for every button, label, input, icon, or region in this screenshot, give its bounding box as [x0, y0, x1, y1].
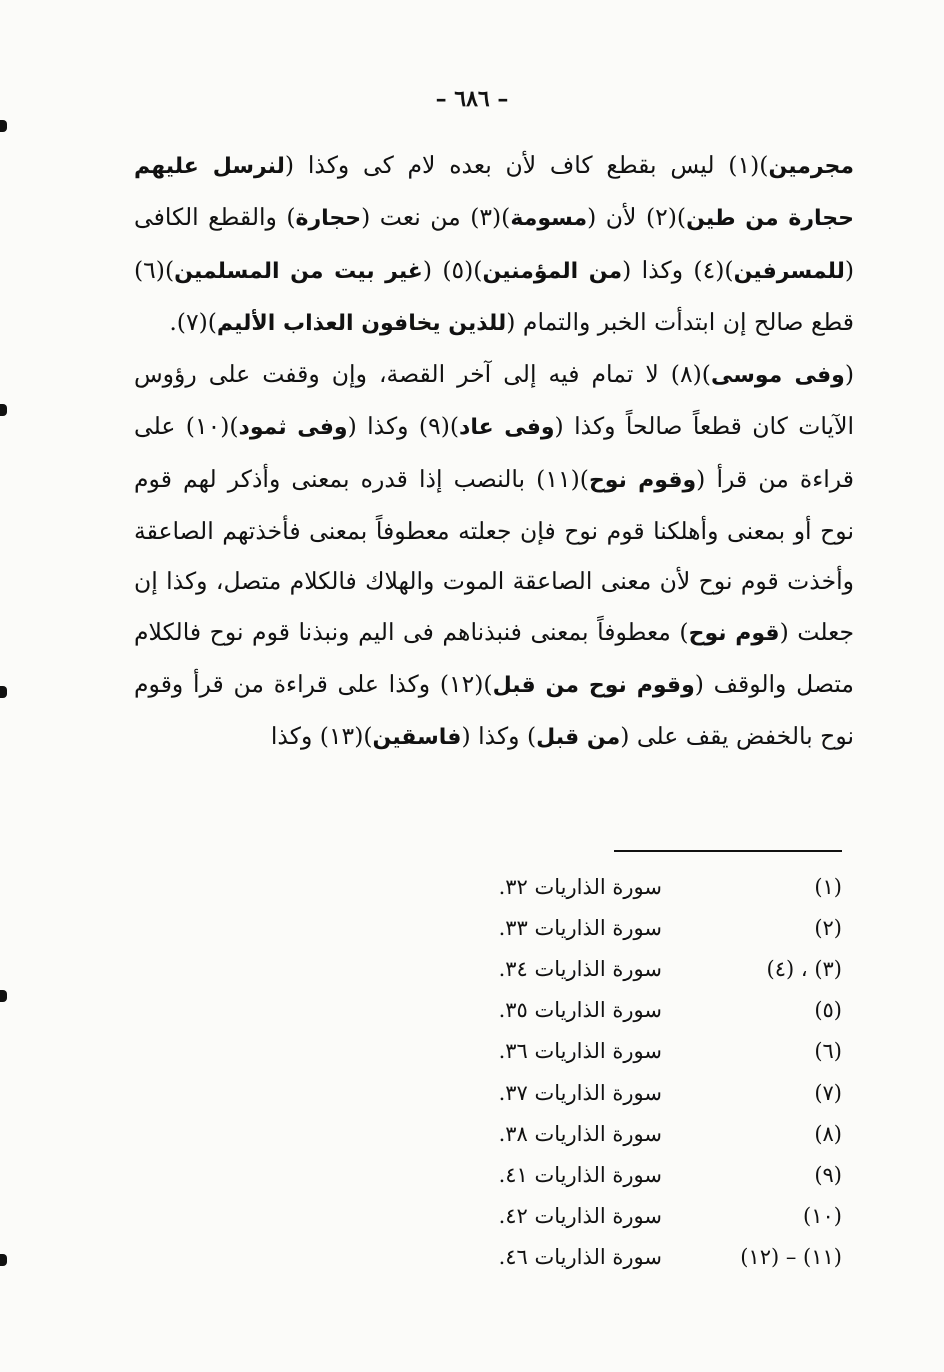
quranic-phrase: وقوم نوح [588, 467, 697, 493]
paragraph [134, 349, 854, 763]
footnote-ref: (٩) [814, 1162, 842, 1187]
quranic-phrase: قوم نوح [688, 620, 780, 646]
scan-edge-mark [0, 1254, 7, 1266]
page-number: – ٦٨٦ – [435, 86, 509, 112]
footnotes [440, 866, 842, 1278]
footnote-ref: (٨) [814, 1121, 842, 1146]
quranic-phrase: من المؤمنين [482, 258, 623, 284]
footnote-ref: (٦) [814, 1039, 842, 1064]
commentary-text: ) وكذا ( [461, 722, 537, 751]
commentary-text: )(٥) ( [422, 255, 483, 284]
scan-edge-mark [0, 990, 7, 1002]
commentary-text: )(٢) لأن ( [587, 203, 687, 232]
quranic-phrase: مجرمين [768, 154, 854, 179]
footnote-text: سورة الذاريات ٣٥. [498, 998, 662, 1023]
footnote-text: سورة الذاريات ٣٨. [498, 1121, 662, 1146]
quranic-phrase: لنرسل عليهم حجارة من طين [134, 154, 854, 232]
footnote [440, 990, 842, 1031]
footnote [440, 1154, 842, 1195]
body-text [134, 140, 854, 764]
footnote-text: سورة الذاريات ٣٢. [498, 874, 662, 899]
commentary-text: )(١١) بالنصب إذا قدره بمعنى وأذكر لهم قوم نوح أو بمعنى وأهلكنا قوم نوح فإن جعلته معطوفاً بمعنى فأخذتهم الصاعقة وأخذت قوم نوح لأن معنى الصاعقة الموت والهلاك فالكلام متصل، وكذا إن جعلت ( [134, 464, 854, 646]
footnote [440, 907, 842, 948]
footnote-text: سورة الذاريات ٣٦. [498, 1039, 662, 1064]
commentary-text: )(١) ليس بقطع كاف لأن بعده لام كى وكذا ( [284, 151, 769, 179]
footnote-ref: (١٠) [803, 1204, 842, 1229]
quranic-phrase: مسومة [510, 206, 588, 232]
footnote-text: سورة الذاريات ٣٧. [498, 1080, 662, 1105]
footnote [440, 948, 842, 989]
footnote [440, 1237, 842, 1278]
footnote-ref: (١) [814, 874, 842, 899]
scan-edge-mark [0, 120, 7, 132]
footnote [440, 1113, 842, 1154]
quranic-phrase: وقوم نوح من قبل [492, 672, 695, 698]
footnote-divider [614, 850, 842, 852]
quranic-phrase: فاسقين [372, 725, 462, 751]
commentary-text: )(٧). [169, 307, 217, 336]
scan-edge-mark [0, 404, 7, 416]
footnote [440, 1072, 842, 1113]
commentary-text: )(٦) قطع صالح إن ابتدأت الخبر والتمام ( [134, 255, 854, 336]
scan-edge-mark [0, 686, 7, 698]
commentary-text: )(٩) وكذا ( [347, 412, 460, 441]
footnote-text: سورة الذاريات ٤١. [498, 1162, 662, 1187]
quranic-phrase: من قبل [536, 725, 621, 751]
footnote-ref: (٢) [814, 915, 842, 940]
footnote-ref: (١١) – (١٢) [740, 1245, 842, 1270]
commentary-text: )(٣) من نعت ( [361, 203, 511, 232]
commentary-text: ) معطوفاً بمعنى فنبذناهم فى اليم ونبذنا قوم نوح فالكلام متصل والوقف ( [134, 617, 854, 698]
quranic-phrase: وفى ثمود [238, 415, 348, 441]
commentary-text: )(٨) لا تمام فيه إلى آخر القصة، وإن وقفت على رؤوس الآيات كان قطعاً صالحاً وكذا ( [134, 360, 855, 441]
commentary-text: ) والقطع الكافى ( [134, 203, 854, 284]
quranic-phrase: وفى عاد [459, 415, 555, 441]
paragraph [134, 140, 854, 349]
commentary-text: )(١٠) على قراءة من قرأ ( [134, 412, 854, 493]
footnote [440, 1031, 842, 1072]
commentary-text: ( [844, 360, 854, 389]
footnote-text: سورة الذاريات ٣٤. [498, 956, 662, 981]
quranic-phrase: غير بيت من المسلمين [174, 258, 423, 284]
quranic-phrase: للمسرفين [733, 258, 845, 284]
commentary-text: )(١٢) وكذا على قراءة من قرأ وقوم نوح بالخفض يقف على ( [134, 669, 854, 751]
footnote-text: سورة الذاريات ٤٢. [498, 1204, 662, 1229]
quranic-phrase: وفى موسى [710, 363, 845, 389]
footnote-ref: (٣) ، (٤) [766, 956, 842, 981]
commentary-text: )(١٣) وكذا [270, 722, 373, 751]
commentary-text: )(٤) وكذا ( [622, 255, 734, 284]
quranic-phrase: للذين يخافون العذاب الأليم [216, 310, 507, 336]
footnote-ref: (٥) [814, 998, 842, 1023]
footnote-text: سورة الذاريات ٤٦. [498, 1245, 662, 1270]
footnote-ref: (٧) [814, 1080, 842, 1105]
quranic-phrase: حجارة [295, 206, 362, 232]
footnote-text: سورة الذاريات ٣٣. [498, 915, 662, 940]
footnote [440, 1196, 842, 1237]
footnote [440, 866, 842, 907]
